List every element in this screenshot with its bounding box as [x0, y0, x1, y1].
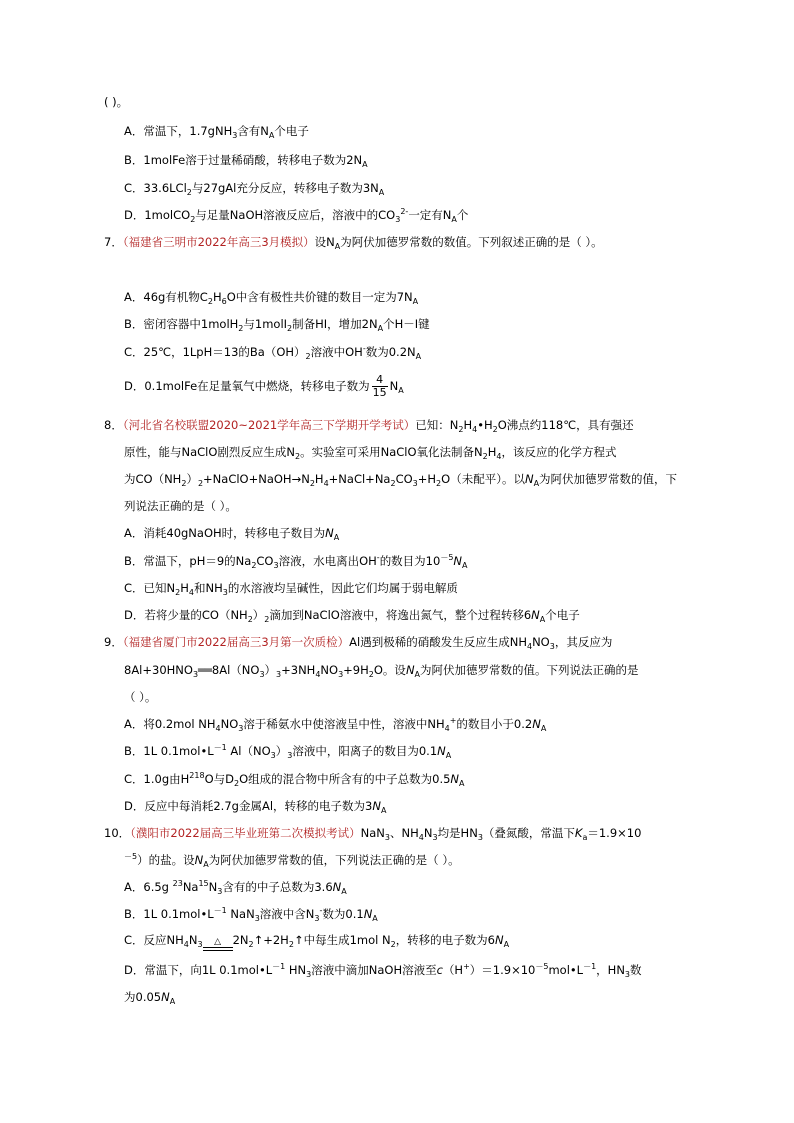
q9-option-a: A．将0.2mol $NH_4NO_3$溶于稀氨水中使溶液呈中性，溶液中$NH_4^+$的数目小于$0.2N_A$ — [124, 716, 547, 733]
q7-option-c: C．25℃，1LpH＝13的$Ba(OH)_2$溶液中OH-数为$0.2N_A$ — [124, 344, 422, 361]
q8-stem-line-2: 原性，能与NaClO剧烈反应生成$N_2$。实验室可采用NaClO氧化法制备$N_2H_4$，该反应的化学方程式 — [124, 445, 617, 461]
q7-source: （福建省三明市2022年高三3月模拟） — [122, 235, 315, 249]
q7-option-a: A．46g有机物$C_2H_6O$中含有极性共价键的数目一定为$7N_A$ — [124, 290, 419, 306]
q9-option-c: C．1.0g由$H^{218}O$与$D_2O$组成的混合物中所含有的中子总数为$0.5N_A$ — [124, 771, 465, 788]
q9-source: （福建省厦门市2022届高三3月第一次质检） — [122, 635, 350, 649]
q7-stem: 7．（福建省三明市2022年高三3月模拟）设$N_A$为阿伏加德罗常数的数值。下列叙述正确的是（ ）。 — [104, 235, 603, 251]
q10-option-d-line-2: 为$0.05N_A$ — [124, 990, 176, 1006]
q8-source: （河北省名校联盟2020~2021学年高三下学期开学考试） — [122, 418, 416, 432]
q10-option-c: C．反应$NH_4N_3$ △ $2N_2↑+2H_2↑$中每生成1mol $N_2$，转移的电子数为$6N_A$ — [124, 933, 510, 949]
heat-condition-arrow: △ — [203, 938, 233, 951]
q9-stem-line-1: 9．（福建省厦门市2022届高三3月第一次质检）Al遇到极稀的硝酸发生反应生成$NH_4NO_3$，其反应为 — [104, 635, 613, 651]
q8-stem-line-1: 8．（河北省名校联盟2020~2021学年高三下学期开学考试）已知：$N_2H_4•H_2O$沸点约118℃，具有强还 — [104, 418, 634, 434]
q9-option-b: B．1L $0.1mol•L^{-1}$ $Al(NO_3)_3$溶液中，阳离子的数目为$0.1N_A$ — [124, 743, 452, 760]
fraction-4-15: $\frac{4}{15}$ — [372, 373, 387, 399]
q8-option-a: A．消耗40gNaOH时，转移电子数目为$N_A$ — [124, 526, 340, 542]
q7-option-b: B．密闭容器中1molH$_2$与1molI$_2$制备HI，增加$2N_A$个H－I键 — [124, 317, 430, 333]
q6-option-c: C．33.6LCl$_2$与27gAl充分反应，转移电子数为$3N_A$ — [124, 181, 385, 197]
q7-option-d: D．0.1molFe在足量氧气中燃烧，转移电子数为 $\frac{4}{15}$ $N_A$ — [124, 373, 404, 399]
q10-option-a: A．6.5g $^{23}Na^{15}N_3$含有的中子总数为$3.6N_A$ — [124, 879, 347, 896]
q6-option-a: A．常温下，1.7gNH$_3$含有$N_A$个电子 — [124, 124, 309, 140]
q8-stem-line-4: 列说法正确的是（ ）。 — [124, 499, 237, 513]
q10-option-d-line-1: D．常温下，向1L $0.1mol•L^{-1}$ $HN_3$溶液中滴加NaOH溶液至$c(H^+)=1.9\times 10^{-5}mol•L^{-1}$，$HN_3$数 — [124, 962, 642, 979]
q10-source: （濮阳市2022届高三毕业班第二次模拟考试） — [130, 826, 361, 840]
q10-stem-line-2: $^{-5}$）的盐。设$N_A$为阿伏加德罗常数的值，下列说法正确的是（ ）。 — [124, 852, 460, 869]
q10-option-b: B．1L $0.1mol•L^{-1}$ NaN$_3$溶液中含$N_3^-$数为$0.1N_A$ — [124, 906, 378, 923]
q8-stem-line-3: 为$CO(NH_2)_2+NaClO+NaOH\to N_2H_4+NaCl+Na_2CO_3+H_2O$（未配平）。以$N_A$为阿伏加德罗常数的值，下 — [124, 472, 678, 488]
q8-option-b: B．常温下，pH＝9的$Na_2CO_3$溶液，水电离出OH-的数目为$10^{-5}N_A$ — [124, 553, 468, 570]
q8-option-c: C．已知$N_2H_4$和$NH_3$的水溶液均呈碱性，因此它们均属于弱电解质 — [124, 581, 458, 597]
q8-option-d: D．若将少量的$CO(NH_2)_2$滴加到NaClO溶液中，将逸出氮气，整个过程转移$6N_A$个电子 — [124, 608, 580, 624]
q9-stem-line-2: $8Al+30HNO_3══8Al(NO_3)_3+3NH_4NO_3+9H_2O$。设$N_A$为阿伏加德罗常数的值。下列说法正确的是 — [124, 663, 639, 679]
q9-option-d: D．反应中每消耗2.7g金属Al，转移的电子数为$3N_A$ — [124, 799, 387, 815]
q6-option-b: B．1molFe溶于过量稀硝酸，转移电子数为$2N_A$ — [124, 153, 368, 169]
q6-stem-tail: ( )。 — [104, 95, 129, 109]
q10-stem-line-1: 10．（濮阳市2022届高三毕业班第二次模拟考试）NaN$_3$、$NH_4N_3$均是$HN_3$（叠氮酸，常温下$K_a=1.9\times 10$ — [104, 826, 642, 842]
q9-stem-line-3: （ ）。 — [124, 690, 157, 704]
q6-option-d: D．1molCO$_2$与足量NaOH溶液反应后，溶液中的$CO_3^{2-}$一定有$N_A$个 — [124, 207, 469, 224]
